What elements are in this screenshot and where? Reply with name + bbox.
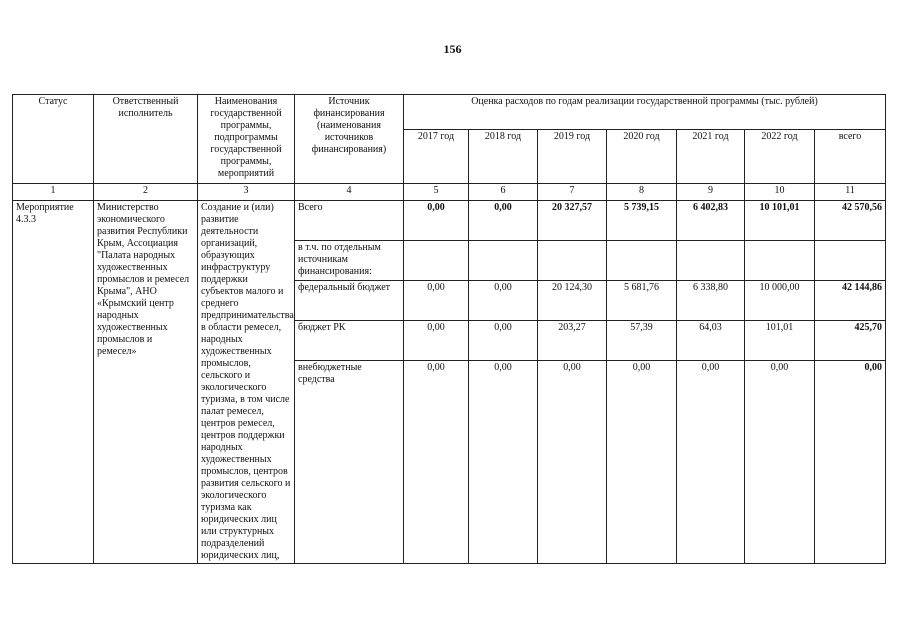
cell-total: 425,70: [815, 321, 886, 361]
column-number: 6: [469, 184, 538, 201]
column-number: 8: [607, 184, 677, 201]
column-number: 1: [13, 184, 94, 201]
header-estimate: Оценка расходов по годам реализации государственной программы (тыс. рублей): [404, 95, 886, 130]
cell-value: 0,00: [469, 281, 538, 321]
column-number: 7: [538, 184, 607, 201]
column-number: 11: [815, 184, 886, 201]
cell-value: 10 000,00: [745, 281, 815, 321]
header-status: Статус: [13, 95, 94, 184]
cell-description: Создание и (или) развитие деятельности организаций, образующих инфраструктуру поддержки субъектов малого и среднего предпринимательства в области ремесел, народных художественных промыслов, сельского и экологического туризма, в том числе палат ремесел, центров ремесел, центров поддержки народных художественных промыслов, центров развития сельского и экологического туризма как юридических лиц или структурных подразделений юридических лиц,: [198, 201, 295, 564]
cell-value: 0,00: [404, 281, 469, 321]
cell-value: [469, 241, 538, 281]
page-number: 156: [443, 42, 462, 56]
cell-value: 0,00: [404, 201, 469, 241]
header-year-2017: 2017 год: [404, 130, 469, 184]
cell-value: 5 739,15: [607, 201, 677, 241]
cell-source: внебюджетные средства: [295, 361, 404, 564]
cell-value: [404, 241, 469, 281]
cell-value: 203,27: [538, 321, 607, 361]
column-number: 10: [745, 184, 815, 201]
table-row-total: [13, 201, 886, 241]
cell-value: 0,00: [469, 201, 538, 241]
cell-value: 101,01: [745, 321, 815, 361]
cell-value: 0,00: [404, 361, 469, 564]
cell-total: 42 570,56: [815, 201, 886, 241]
cell-value: 0,00: [404, 321, 469, 361]
cell-value: 6 402,83: [677, 201, 745, 241]
cell-value: 0,00: [469, 321, 538, 361]
cell-value: 20 124,30: [538, 281, 607, 321]
column-number-row: [13, 184, 886, 201]
column-number: 2: [94, 184, 198, 201]
cell-value: [538, 241, 607, 281]
budget-table: [12, 94, 886, 564]
cell-value: 64,03: [677, 321, 745, 361]
cell-value: 0,00: [538, 361, 607, 564]
header-year-2022: 2022 год: [745, 130, 815, 184]
header-year-2020: 2020 год: [607, 130, 677, 184]
cell-value: 10 101,01: [745, 201, 815, 241]
cell-value: [745, 241, 815, 281]
cell-value: 0,00: [745, 361, 815, 564]
header-year-2018: 2018 год: [469, 130, 538, 184]
column-number: 9: [677, 184, 745, 201]
header-year-2021: 2021 год: [677, 130, 745, 184]
column-number: 5: [404, 184, 469, 201]
column-number: 3: [198, 184, 295, 201]
header-row-1: [13, 95, 886, 130]
header-executor: Ответственный исполнитель: [94, 95, 198, 184]
cell-value: 0,00: [469, 361, 538, 564]
cell-value: [677, 241, 745, 281]
cell-source: в т.ч. по отдельным источникам финансирования:: [295, 241, 404, 281]
cell-total: 0,00: [815, 361, 886, 564]
cell-value: 0,00: [607, 361, 677, 564]
cell-value: 0,00: [677, 361, 745, 564]
cell-value: 6 338,80: [677, 281, 745, 321]
header-total: всего: [815, 130, 886, 184]
header-program-names: Наименования государственной программы, подпрограммы государственной программы, мероприятий: [198, 95, 295, 184]
cell-executor: Министерство экономического развития Республики Крым, Ассоциация "Палата народных художественных промыслов и ремесел Крыма", АНО «Крымский центр народных художественных промыслов и ремесел»: [94, 201, 198, 564]
header-funding-source: Источник финансирования (наименования источников финансирования): [295, 95, 404, 184]
cell-status: Мероприятие 4.3.3: [13, 201, 94, 564]
cell-source: федеральный бюджет: [295, 281, 404, 321]
cell-value: 5 681,76: [607, 281, 677, 321]
header-year-2019: 2019 год: [538, 130, 607, 184]
cell-value: 57,39: [607, 321, 677, 361]
cell-source: бюджет РК: [295, 321, 404, 361]
cell-source: Всего: [295, 201, 404, 241]
column-number: 4: [295, 184, 404, 201]
cell-total: [815, 241, 886, 281]
cell-value: [607, 241, 677, 281]
cell-total: 42 144,86: [815, 281, 886, 321]
cell-value: 20 327,57: [538, 201, 607, 241]
